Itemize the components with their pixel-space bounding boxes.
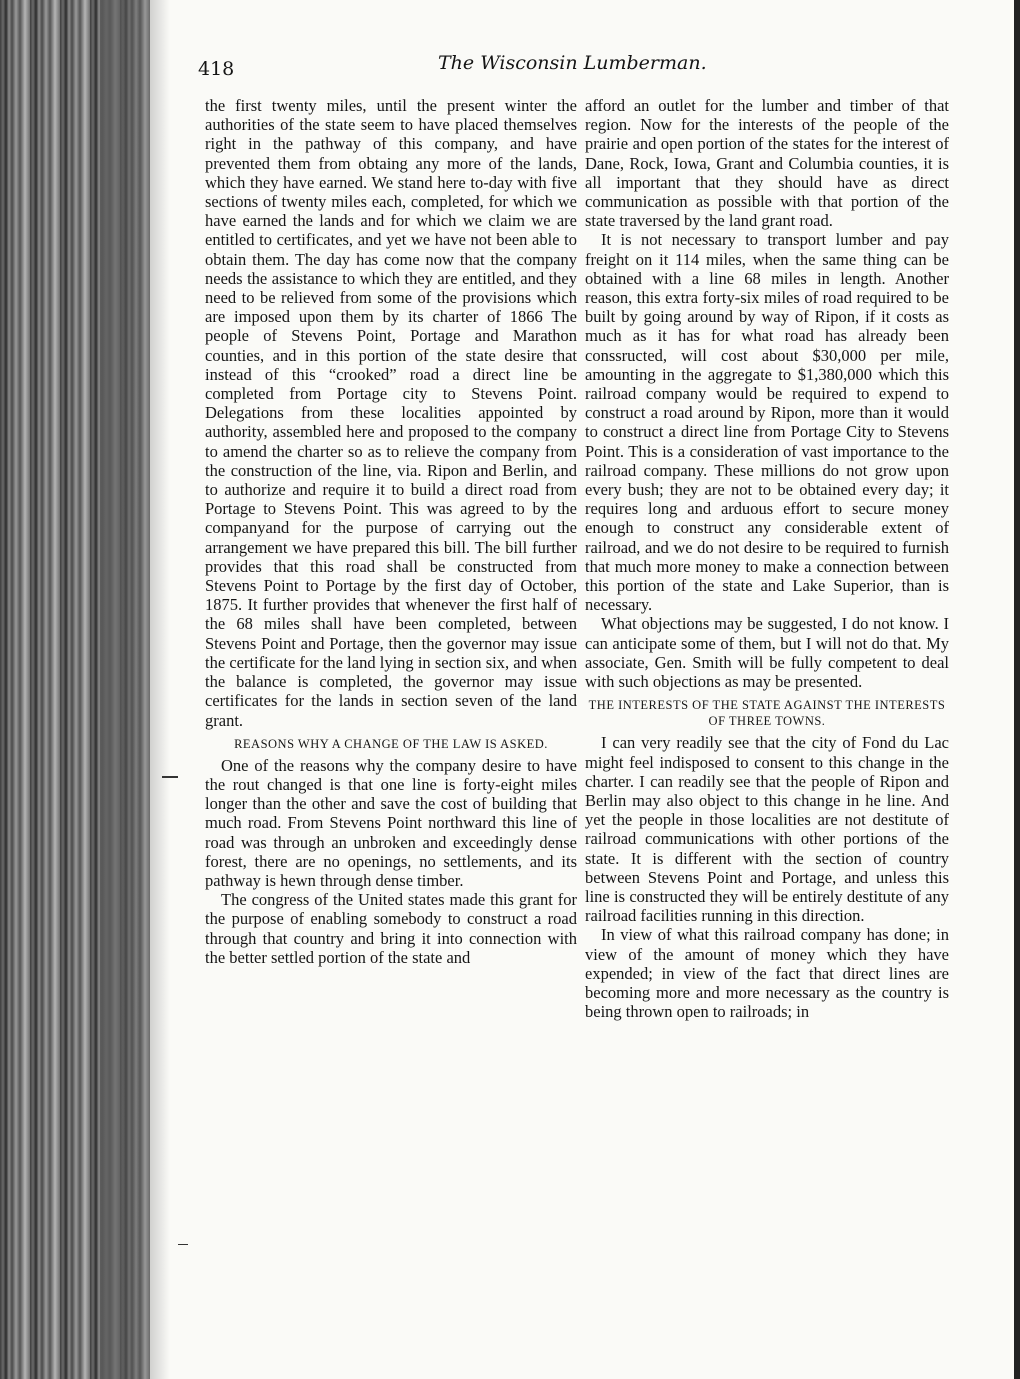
section-heading: THE INTERESTS OF THE STATE AGAINST THE INTERESTS OF THREE TOWNS. — [588, 698, 946, 729]
page-number: 418 — [198, 58, 235, 80]
paragraph: What objections may be suggested, I do not know. I can anticipate some of them, but I will not do that. My associate, Gen. Smith will be fully competent to deal with such objections as may be presented. — [585, 614, 949, 692]
paragraph: One of the reasons why the company desire to have the rout changed is that one line is forty-eight miles longer than the other and save the cost of building that much road. From Stevens Point northward this line of road was through an unbroken and exceedingly dense forest, there are no openings, no settlements, and its pathway is hewn through dense timber. — [205, 755, 577, 890]
running-head: The Wisconsin Lumberman. — [438, 52, 707, 74]
section-heading: REASONS WHY A CHANGE OF THE LAW IS ASKED. — [234, 736, 548, 751]
right-column — [585, 96, 949, 1021]
page-edge — [1014, 0, 1020, 1379]
margin-mark — [162, 776, 178, 778]
margin-mark — [178, 1244, 188, 1245]
paragraph: In view of what this railroad company has done; in view of the amount of money which they have expended; in view of the fact that direct lines are becoming more and more necessary as the country is being thrown open to railroads; in — [585, 925, 949, 1022]
paragraph: the first twenty miles, until the present winter the authorities of the state seem to have placed themselves right in the pathway of this company, and have prevented them from obtaing any more of the lands, which they have earned. We stand here to-day with five sections of twenty miles each, completed, for which we have earned the lands and for which we claim we are entitled to certificates, and yet we have not been able to obtain them. The day has come now that the company needs the assistance to which they are entitled, and they need to be relieved from some of the provisions which are imposed upon them by its charter of 1866 The people of Stevens Point, Portage and Marathon counties, and in this portion of the state desire that instead of this “crooked” road a direct line be completed from Portage city to Stevens Point. Delegations from these localities appointed by authority, assembled here and proposed to the company to amend the charter so as to relieve the company from the construction of the line, via. Ripon and Berlin, and to authorize and require it to build a direct road from Portage to Stevens Point. This was agreed to by the companyand for the purpose of carrying out the arrangement we have prepared this bill. The bill further provides that this road shall be constructed from Stevens Point to Portage by the first day of October, 1875. It further provides that whenever the first half of the 68 miles shall have been completed, between Stevens Point and Portage, then the governor may issue the certificate for the land lying in section six, and when the balance is completed, the governor may issue certificates for the lands in section seven of the land grant. — [205, 96, 577, 730]
left-column — [205, 96, 577, 967]
gutter-shadow — [100, 0, 170, 1379]
paragraph: It is not necessary to transport lumber and pay freight on it 114 miles, when the same thing can be obtained with a line 68 miles in length. Another reason, this extra forty-six miles of road required to be built by going around by way of Ripon, if it costs as much as it has for what road has already been conssructed, will cost about $30,000 per mile, amounting in the aggregate to $1,380,000 which this railroad company would be required to expend to construct a road around by Ripon, more than it would to construct a direct line from Portage City to Stevens Point. This is a consideration of vast importance to the railroad company. These millions do not grow upon every bush; they are not to be obtained every day; it requires long and arduous effort to secure money enough to construct any considerable extent of railroad, and we do not desire to be required to furnish that much more money to make a connection between this portion of the state and Lake Superior, than is necessary. — [585, 230, 949, 615]
paragraph: I can very readily see that the city of Fond du Lac might feel indisposed to consent to this change in the charter. I can readily see that the people of Ripon and Berlin may also object to this change in he line. And yet the people in those localities are not destitute of railroad communications with other portions of the state. It is different with the section of country between Stevens Point and Portage, and unless this line is constructed they will be entirely destitute of any railroad facilities running in this direction. — [585, 733, 949, 926]
paragraph: The congress of the United states made this grant for the purpose of enabling somebody to construct a road through that country and bring it into connection with the better settled portion of the state and — [205, 890, 577, 967]
paragraph: afford an outlet for the lumber and timber of that region. Now for the interests of the people of the prairie and open portion of the states for the interest of Dane, Rock, Iowa, Grant and Columbia counties, it is all important that they should have as direct communication as possible with that portion of the state traversed by the land grant road. — [585, 96, 949, 231]
